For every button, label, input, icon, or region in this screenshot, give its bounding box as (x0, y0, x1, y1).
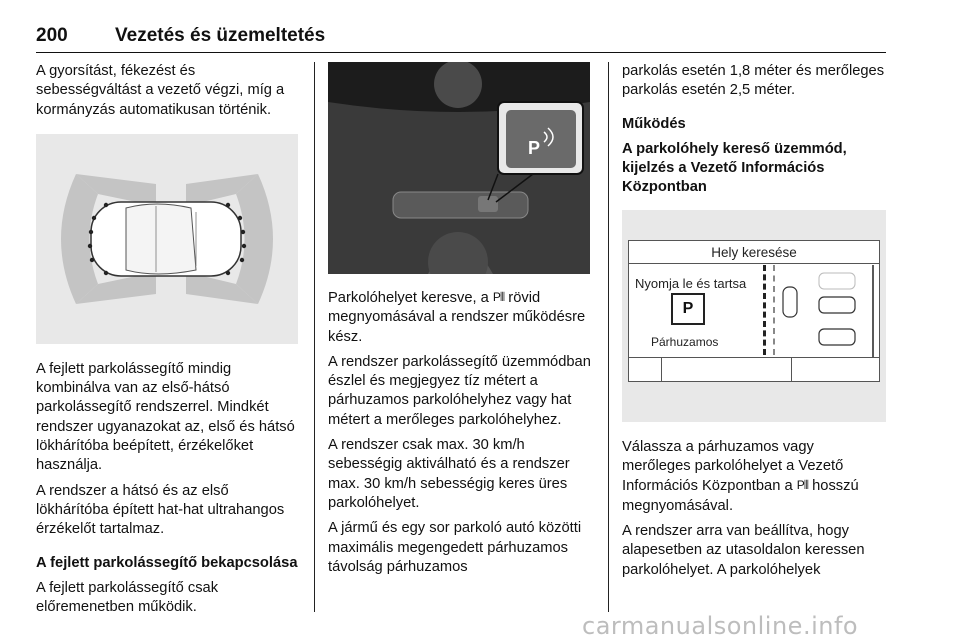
col1-paragraph-2: A fejlett parkolássegítő mindig kombinálva van az első-hátsó parkolássegítő rendszerrel. Mindkét rendszer ugyanazokat az, első és hátsó lökhárítóba beépített, érzékelőket használja. (36, 360, 295, 474)
dic-dashed-line (763, 265, 766, 355)
col1-paragraph-3: A rendszer a hátsó és az első lökhárítóba épített hat-hat ultrahangos érzékelőt tartalmaz. (36, 482, 285, 538)
dashboard-console-icon (328, 62, 590, 274)
dic-parking-icon (671, 293, 705, 325)
dic-instruction: Nyomja le és tartsa (635, 275, 747, 291)
car-sensor-icon (36, 134, 298, 344)
column-1 (36, 62, 300, 623)
col3-paragraph-2 (622, 438, 886, 516)
dic-parking-glyph: P (682, 299, 694, 317)
col2-paragraph-1-start: Parkolóhelyet keresve, a (328, 290, 493, 306)
page-number: 200 (36, 25, 68, 46)
col3-heading-operation: Működés (622, 115, 686, 132)
col1-paragraph-1: A gyorsítást, fékezést és sebességváltást a vezető végzi, míg a kormányzás automatikusan történik. (36, 63, 285, 118)
dashboard-button-illustration (328, 62, 590, 274)
dic-display-illustration (622, 210, 886, 422)
col2-paragraph-4: A jármű és egy sor parkoló autó közötti maximális megengedett párhuzamos távolság párhuzamos (328, 520, 582, 575)
dic-title-divider (629, 263, 879, 264)
parking-assist-icon-2: P⦀ (796, 478, 809, 493)
sensor-coverage-illustration (36, 134, 298, 344)
parking-assist-icon: P⦀ (492, 290, 505, 304)
col3-paragraph-1: parkolás esetén 1,8 méter és merőleges parkolás esetén 2,5 méter. (622, 63, 885, 99)
column-divider-1 (314, 62, 315, 612)
column-2 (328, 62, 592, 583)
dic-bottom-seg-2 (791, 357, 792, 381)
col2-paragraph-1-end: rövid megnyomásával a rendszer működésre kész. (328, 290, 586, 345)
col1-paragraph-4: A fejlett parkolássegítő csak előremenetben működik. (36, 579, 219, 616)
dic-screen (628, 240, 880, 382)
parking-button-glyph: P (528, 138, 541, 158)
dic-bottom-bar (629, 357, 879, 358)
column-divider-2 (608, 62, 609, 612)
watermark: carmanualsonline.info (582, 612, 859, 640)
col3-paragraph-2-start: Válassza a párhuzamos vagy merőleges parkolóhelyet a Vezető Információs Központban a (622, 438, 844, 495)
chapter-title: Vezetés és üzemeltetés (115, 25, 326, 46)
dic-parking-scene-icon (769, 265, 879, 357)
col2-paragraph-1 (328, 288, 592, 347)
col3-heading-search-mode: A parkolóhely kereső üzemmód, kijelzés a Vezető Információs Központban (622, 140, 847, 196)
dic-mode-label: Párhuzamos (651, 334, 719, 349)
col3-paragraph-3: A rendszer arra van beállítva, hogy alapesetben az utasoldalon keressen parkolóhelyet. A parkolóhelyek (622, 522, 865, 578)
page-header (36, 22, 886, 53)
dic-title: Hely keresése (711, 244, 797, 260)
col2-paragraph-2: A rendszer parkolássegítő üzemmódban észlel és megjegyez tíz métert a párhuzamos parkolóhelyhez vagy hat métert a merőleges parkolóhelyhez. (328, 353, 591, 428)
dic-bottom-seg-1 (661, 357, 662, 381)
col3-paragraph-2-end: hosszú megnyomásával. (622, 478, 859, 514)
col1-heading-activation: A fejlett parkolássegítő bekapcsolása (36, 554, 298, 571)
column-3 (622, 62, 886, 586)
col2-paragraph-3: A rendszer csak max. 30 km/h sebességig aktiválható és a rendszer max. 30 km/h sebességig keres üres parkolóhelyet. (328, 437, 570, 511)
